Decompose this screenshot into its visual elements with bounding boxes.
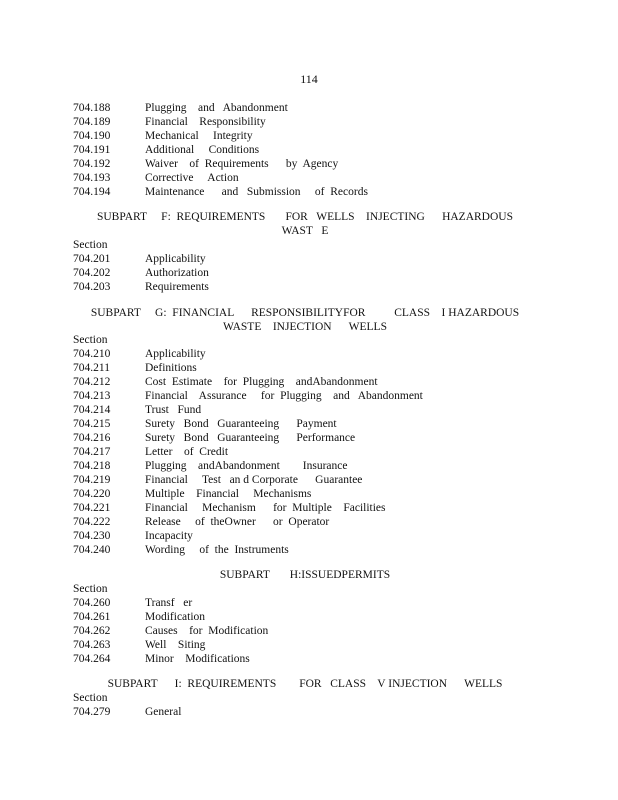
section-title: Requirements (145, 281, 209, 293)
section-title: Corrective Action (145, 172, 239, 184)
section-number: 704.219 (73, 474, 111, 486)
section-title: Financial Responsibility (145, 116, 266, 128)
section-title: Cost Estimate for Plugging andAbandonment (145, 376, 378, 388)
list-item (73, 624, 268, 638)
section-title: Authorization (145, 267, 209, 279)
list-item (73, 266, 209, 280)
section-number: 704.203 (73, 281, 111, 293)
section-number: 704.194 (73, 186, 111, 198)
section-title: Modification (145, 611, 206, 623)
list-item (73, 431, 355, 445)
subpart-heading: WASTE INJECTION WELLS (223, 321, 387, 333)
subpart-heading: SUBPART H:ISSUEDPERMITS (219, 569, 391, 581)
section-number: 704.201 (73, 253, 111, 265)
list-item (73, 417, 337, 431)
section-number: 704.214 (73, 404, 111, 416)
section-number: 704.191 (73, 144, 111, 156)
section-title: Release of theOwner or Operator (145, 516, 330, 528)
section-title: Mechanical Integrity (145, 130, 253, 142)
list-item (73, 403, 201, 417)
section-number: 704.217 (73, 446, 111, 458)
list-item (73, 543, 289, 557)
list-item (73, 171, 239, 185)
list-item (73, 610, 205, 624)
list-item (73, 515, 329, 529)
list-item (73, 280, 209, 294)
section-title: Applicability (145, 348, 206, 360)
section-number: 704.263 (73, 639, 111, 651)
list-item (73, 375, 378, 389)
section-title: Trust Fund (145, 404, 202, 416)
list-item (73, 129, 253, 143)
section-title: Causes for Modification (145, 625, 269, 637)
section-title: Plugging andAbandonment Insurance (145, 460, 348, 472)
list-item (73, 252, 206, 266)
section-label: Section (73, 583, 108, 595)
section-title: Waiver of Requirements by Agency (145, 158, 339, 170)
section-title: Incapacity (145, 530, 193, 542)
list-item (73, 445, 228, 459)
list-item (73, 652, 250, 666)
subpart-heading: SUBPART G: FINANCIAL RESPONSIBILITYFOR CLASS I HAZARDOUS (90, 307, 520, 319)
subpart-heading: SUBPART F: REQUIREMENTS FOR WELLS INJECTING HAZARDOUS (96, 211, 513, 223)
list-item (73, 157, 338, 171)
list-item (73, 143, 259, 157)
list-item (73, 473, 362, 487)
section-number: 704.220 (73, 488, 111, 500)
page-number: 114 (300, 72, 318, 86)
list-item (73, 487, 311, 501)
list-item (73, 185, 368, 199)
section-title: Well Siting (145, 639, 206, 651)
section-number: 704.215 (73, 418, 111, 430)
list-item (73, 389, 423, 403)
section-number: 704.211 (73, 362, 110, 374)
section-title: Wording of the Instruments (145, 544, 289, 556)
section-title: Maintenance and Submission of Records (145, 186, 368, 198)
list-item (73, 501, 386, 515)
list-item (73, 529, 193, 543)
section-number: 704.192 (73, 158, 111, 170)
list-item (73, 101, 288, 115)
section-number: 704.212 (73, 376, 111, 388)
section-number: 704.221 (73, 502, 111, 514)
section-title: General (145, 706, 182, 718)
list-item (73, 361, 197, 375)
section-title: Financial Assurance for Plugging and Abandonment (145, 390, 423, 402)
section-title: Letter of Credit (145, 446, 229, 458)
section-number: 704.262 (73, 625, 111, 637)
section-number: 704.240 (73, 544, 111, 556)
section-number: 704.216 (73, 432, 111, 444)
section-number: 704.279 (73, 706, 111, 718)
section-title: Transf er (145, 597, 193, 609)
section-title: Additional Conditions (145, 144, 260, 156)
section-number: 704.261 (73, 611, 111, 623)
section-title: Minor Modifications (145, 653, 250, 665)
section-number: 704.218 (73, 460, 111, 472)
section-title: Applicability (145, 253, 206, 265)
list-item (73, 638, 205, 652)
section-number: 704.202 (73, 267, 111, 279)
section-number: 704.222 (73, 516, 111, 528)
section-title: Multiple Financial Mechanisms (145, 488, 312, 500)
section-number: 704.210 (73, 348, 111, 360)
section-label: Section (73, 334, 108, 346)
list-item (73, 459, 348, 473)
subpart-heading: SUBPART I: REQUIREMENTS FOR CLASS V INJECTION WELLS (107, 678, 503, 690)
section-title: Definitions (145, 362, 197, 374)
section-number: 704.189 (73, 116, 111, 128)
section-label: Section (73, 692, 108, 704)
section-number: 704.193 (73, 172, 111, 184)
section-label: Section (73, 239, 108, 251)
section-number: 704.188 (73, 102, 111, 114)
section-title: Surety Bond Guaranteeing Performance (145, 432, 356, 444)
section-number: 704.190 (73, 130, 111, 142)
list-item (73, 596, 192, 610)
section-title: Surety Bond Guaranteeing Payment (145, 418, 337, 430)
section-title: Plugging and Abandonment (145, 102, 288, 114)
section-number: 704.260 (73, 597, 111, 609)
list-item (73, 347, 206, 361)
section-number: 704.213 (73, 390, 111, 402)
section-number: 704.264 (73, 653, 111, 665)
list-item (73, 115, 266, 129)
subpart-heading: WAST E (281, 225, 329, 237)
section-title: Financial Mechanism for Multiple Facilities (145, 502, 386, 514)
section-number: 704.230 (73, 530, 111, 542)
section-title: Financial Test an d Corporate Guarantee (145, 474, 363, 486)
list-item (73, 705, 181, 719)
